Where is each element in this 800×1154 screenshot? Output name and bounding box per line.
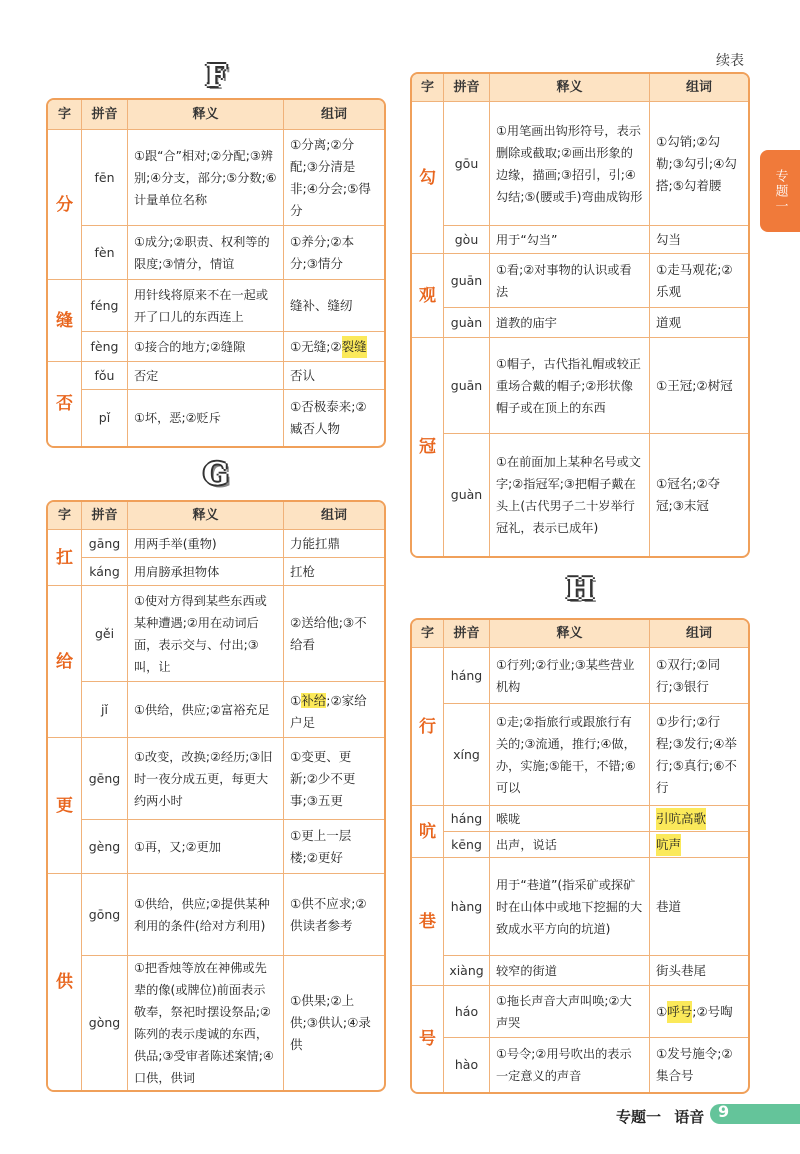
col-shiyi: 释义 [128,100,284,130]
words: ①否极泰来;②臧否人物 [290,399,367,436]
definition: ①供给，供应;②提供某种利用的条件(给对方利用) [128,874,284,956]
words: ①发号施令;②集合号 [656,1046,733,1083]
definition: 喉咙 [490,806,650,832]
words [284,332,384,362]
char-gei: 给 [48,586,82,738]
words: 街头巷尾 [650,956,748,986]
words-part: ① [656,1003,668,1019]
definition: ①用笔画出钩形符号，表示删除或截取;②画出形象的边缘，描画;③招引，引;④勾结;⑤(腰或手)弯曲成钩形 [490,102,650,226]
pinyin: gěi [82,586,128,682]
char-xiang: 巷 [412,858,444,986]
pinyin: guān [444,338,490,434]
definition: ①接合的地方;②缝隙 [128,332,284,362]
words: 缝补、缝纫 [284,280,384,332]
pinyin: fēn [82,130,128,226]
col-zi: 字 [48,100,82,130]
definition: 较窄的街道 [490,956,650,986]
definition: ①供给，供应;②富裕充足 [128,682,284,738]
definition: ①走;②指旅行或跟旅行有关的;③流通，推行;④做，办，实施;⑤能干，不错;⑥可以 [490,704,650,806]
char-kang: 扛 [48,530,82,586]
continued-label: 续表 [716,53,744,69]
words: 勾当 [650,226,748,254]
pinyin: fǒu [82,362,128,390]
definition: 用两手举(重物) [128,530,284,558]
definition: ①跟“合”相对;②分配;③辨别;④分支，部分;⑤分数;⑥计量单位名称 [128,130,284,226]
side-tab-topic[interactable]: 专题一 [760,150,800,232]
words [284,682,384,738]
words-part: ;②家给户足 [290,693,367,730]
definition: ①把香烛等放在神佛或先辈的像(或牌位)前面表示敬奉，祭祀时摆设祭品;②陈列的表示虔诚的东西，供品;③受审者陈述案情;④口供，供词 [128,956,284,1090]
pinyin: gèng [82,820,128,874]
words: ①走马观花;②乐观 [650,254,748,308]
pinyin: fèng [82,332,128,362]
words: 力能扛鼎 [284,530,384,558]
words: ①变更、更新;②少不更事;③五更 [284,738,384,820]
col-zuci: 组词 [650,74,748,102]
pinyin: gōu [444,102,490,226]
words: ①双行;②同行;③银行 [650,648,748,704]
pinyin: guàn [444,434,490,556]
words [650,832,748,858]
table-h [410,618,750,1094]
definition: ①坏，恶;②贬斥 [128,390,284,446]
col-pinyin: 拼音 [82,502,128,530]
table-g [46,500,386,1092]
definition: ①再，又;②更加 [128,820,284,874]
words: ①分离;②分配;③分清是非;④分会;⑤得分 [284,130,384,226]
pinyin: gōng [82,874,128,956]
definition: ①在前面加上某种名号或文字;②指冠军;③把帽子戴在头上(古代男子二十岁举行冠礼，表示已成年) [490,434,650,556]
words: 道观 [650,308,748,338]
highlighted-word: 引吭高歌 [656,808,706,830]
footer-topic: 语音 [674,1108,705,1126]
char-hao: 号 [412,986,444,1092]
col-pinyin: 拼音 [82,100,128,130]
char-fen: 分 [48,130,82,280]
char-hang-keng: 吭 [412,806,444,858]
definition: ①帽子，古代指礼帽或较正重场合戴的帽子;②形状像帽子或在顶上的东西 [490,338,650,434]
words: ②送给他;③不给看 [284,586,384,682]
definition: ①使对方得到某些东西或某种遭遇;②用在动词后面，表示交与、付出;③叫，让 [128,586,284,682]
char-gong: 供 [48,874,82,1090]
col-zi: 字 [412,620,444,648]
definition: ①拖长声音大声叫唤;②大声哭 [490,986,650,1038]
pinyin: gēng [82,738,128,820]
highlighted-word: 裂缝 [342,336,367,358]
words: ①供果;②上供;③供认;④录供 [290,993,371,1052]
definition: 用针线将原来不在一起或开了口儿的东西连上 [128,280,284,332]
definition: 用肩膀承担物体 [128,558,284,586]
pinyin: guān [444,254,490,308]
col-zi: 字 [48,502,82,530]
definition: 道教的庙宇 [490,308,650,338]
col-shiyi: 释义 [128,502,284,530]
definition: 用于“勾当” [490,226,650,254]
words: 巷道 [650,858,748,956]
definition: ①号令;②用号吹出的表示一定意义的声音 [490,1038,650,1092]
pinyin: háo [444,986,490,1038]
words: ①勾销;②勾勒;③勾引;④勾搭;⑤勾着腰 [650,102,748,226]
pinyin: guàn [444,308,490,338]
col-shiyi: 释义 [490,620,650,648]
letter-g-icon: G [203,457,229,492]
words: ①供不应求;②供读者参考 [284,874,384,956]
words-part: ;②号啕 [692,1003,733,1019]
pinyin: háng [444,806,490,832]
pinyin: háng [444,648,490,704]
col-pinyin: 拼音 [444,74,490,102]
definition: 出声，说话 [490,832,650,858]
words: ①王冠;②树冠 [650,338,748,434]
highlighted-word: 呼号 [667,1001,692,1023]
letter-h-icon: H [565,572,595,607]
definition: ①成分;②职责、权利等的限度;③情分，情谊 [128,226,284,280]
footer-title [616,1106,704,1127]
definition: 用于“巷道”(指采矿或探矿时在山体中或地下挖掘的大致成水平方向的坑道) [490,858,650,956]
char-gou: 勾 [412,102,444,254]
col-zuci: 组词 [650,620,748,648]
letter-f-icon: F [205,59,227,94]
words: ①步行;②行程;③发行;④举行;⑤真行;⑥不行 [650,704,748,806]
definition: ①看;②对事物的认识或看法 [490,254,650,308]
words-part: ①无缝;② [290,338,342,354]
col-zi: 字 [412,74,444,102]
col-zuci: 组词 [284,502,384,530]
char-guan: 观 [412,254,444,338]
pinyin: gāng [82,530,128,558]
pinyin: kēng [444,832,490,858]
char-geng: 更 [48,738,82,874]
words: ①冠名;②夺冠;③末冠 [656,476,721,513]
highlighted-word: 吭声 [656,834,681,856]
footer-section: 专题一 [616,1108,662,1126]
pinyin: hàng [444,858,490,956]
pinyin: fèn [82,226,128,280]
definition: ①行列;②行业;③某些营业机构 [490,648,650,704]
words: ①养分;②本分;③情分 [284,226,384,280]
pinyin: féng [82,280,128,332]
pinyin: jǐ [82,682,128,738]
page-number: 9 [718,1102,730,1121]
pinyin: gòu [444,226,490,254]
pinyin: pǐ [82,390,128,446]
pinyin: gòng [82,956,128,1090]
pinyin: xíng [444,704,490,806]
definition: ①改变，改换;②经历;③旧时一夜分成五更，每更大约两小时 [128,738,284,820]
char-feng: 缝 [48,280,82,362]
char-hang-xing: 行 [412,648,444,806]
col-zuci: 组词 [284,100,384,130]
table-f [46,98,386,448]
words: 扛枪 [284,558,384,586]
words: ①更上一层楼;②更好 [284,820,384,874]
pinyin: xiàng [444,956,490,986]
highlighted-word: 补给 [301,693,327,708]
char-fou: 否 [48,362,82,446]
col-pinyin: 拼音 [444,620,490,648]
words: 否认 [284,362,384,390]
words [650,986,748,1038]
pinyin: káng [82,558,128,586]
definition: 否定 [128,362,284,390]
char-guan-hat: 冠 [412,338,444,556]
table-g-continued [410,72,750,558]
words [650,806,748,832]
col-shiyi: 释义 [490,74,650,102]
pinyin: hào [444,1038,490,1092]
words-part: ① [290,693,302,708]
